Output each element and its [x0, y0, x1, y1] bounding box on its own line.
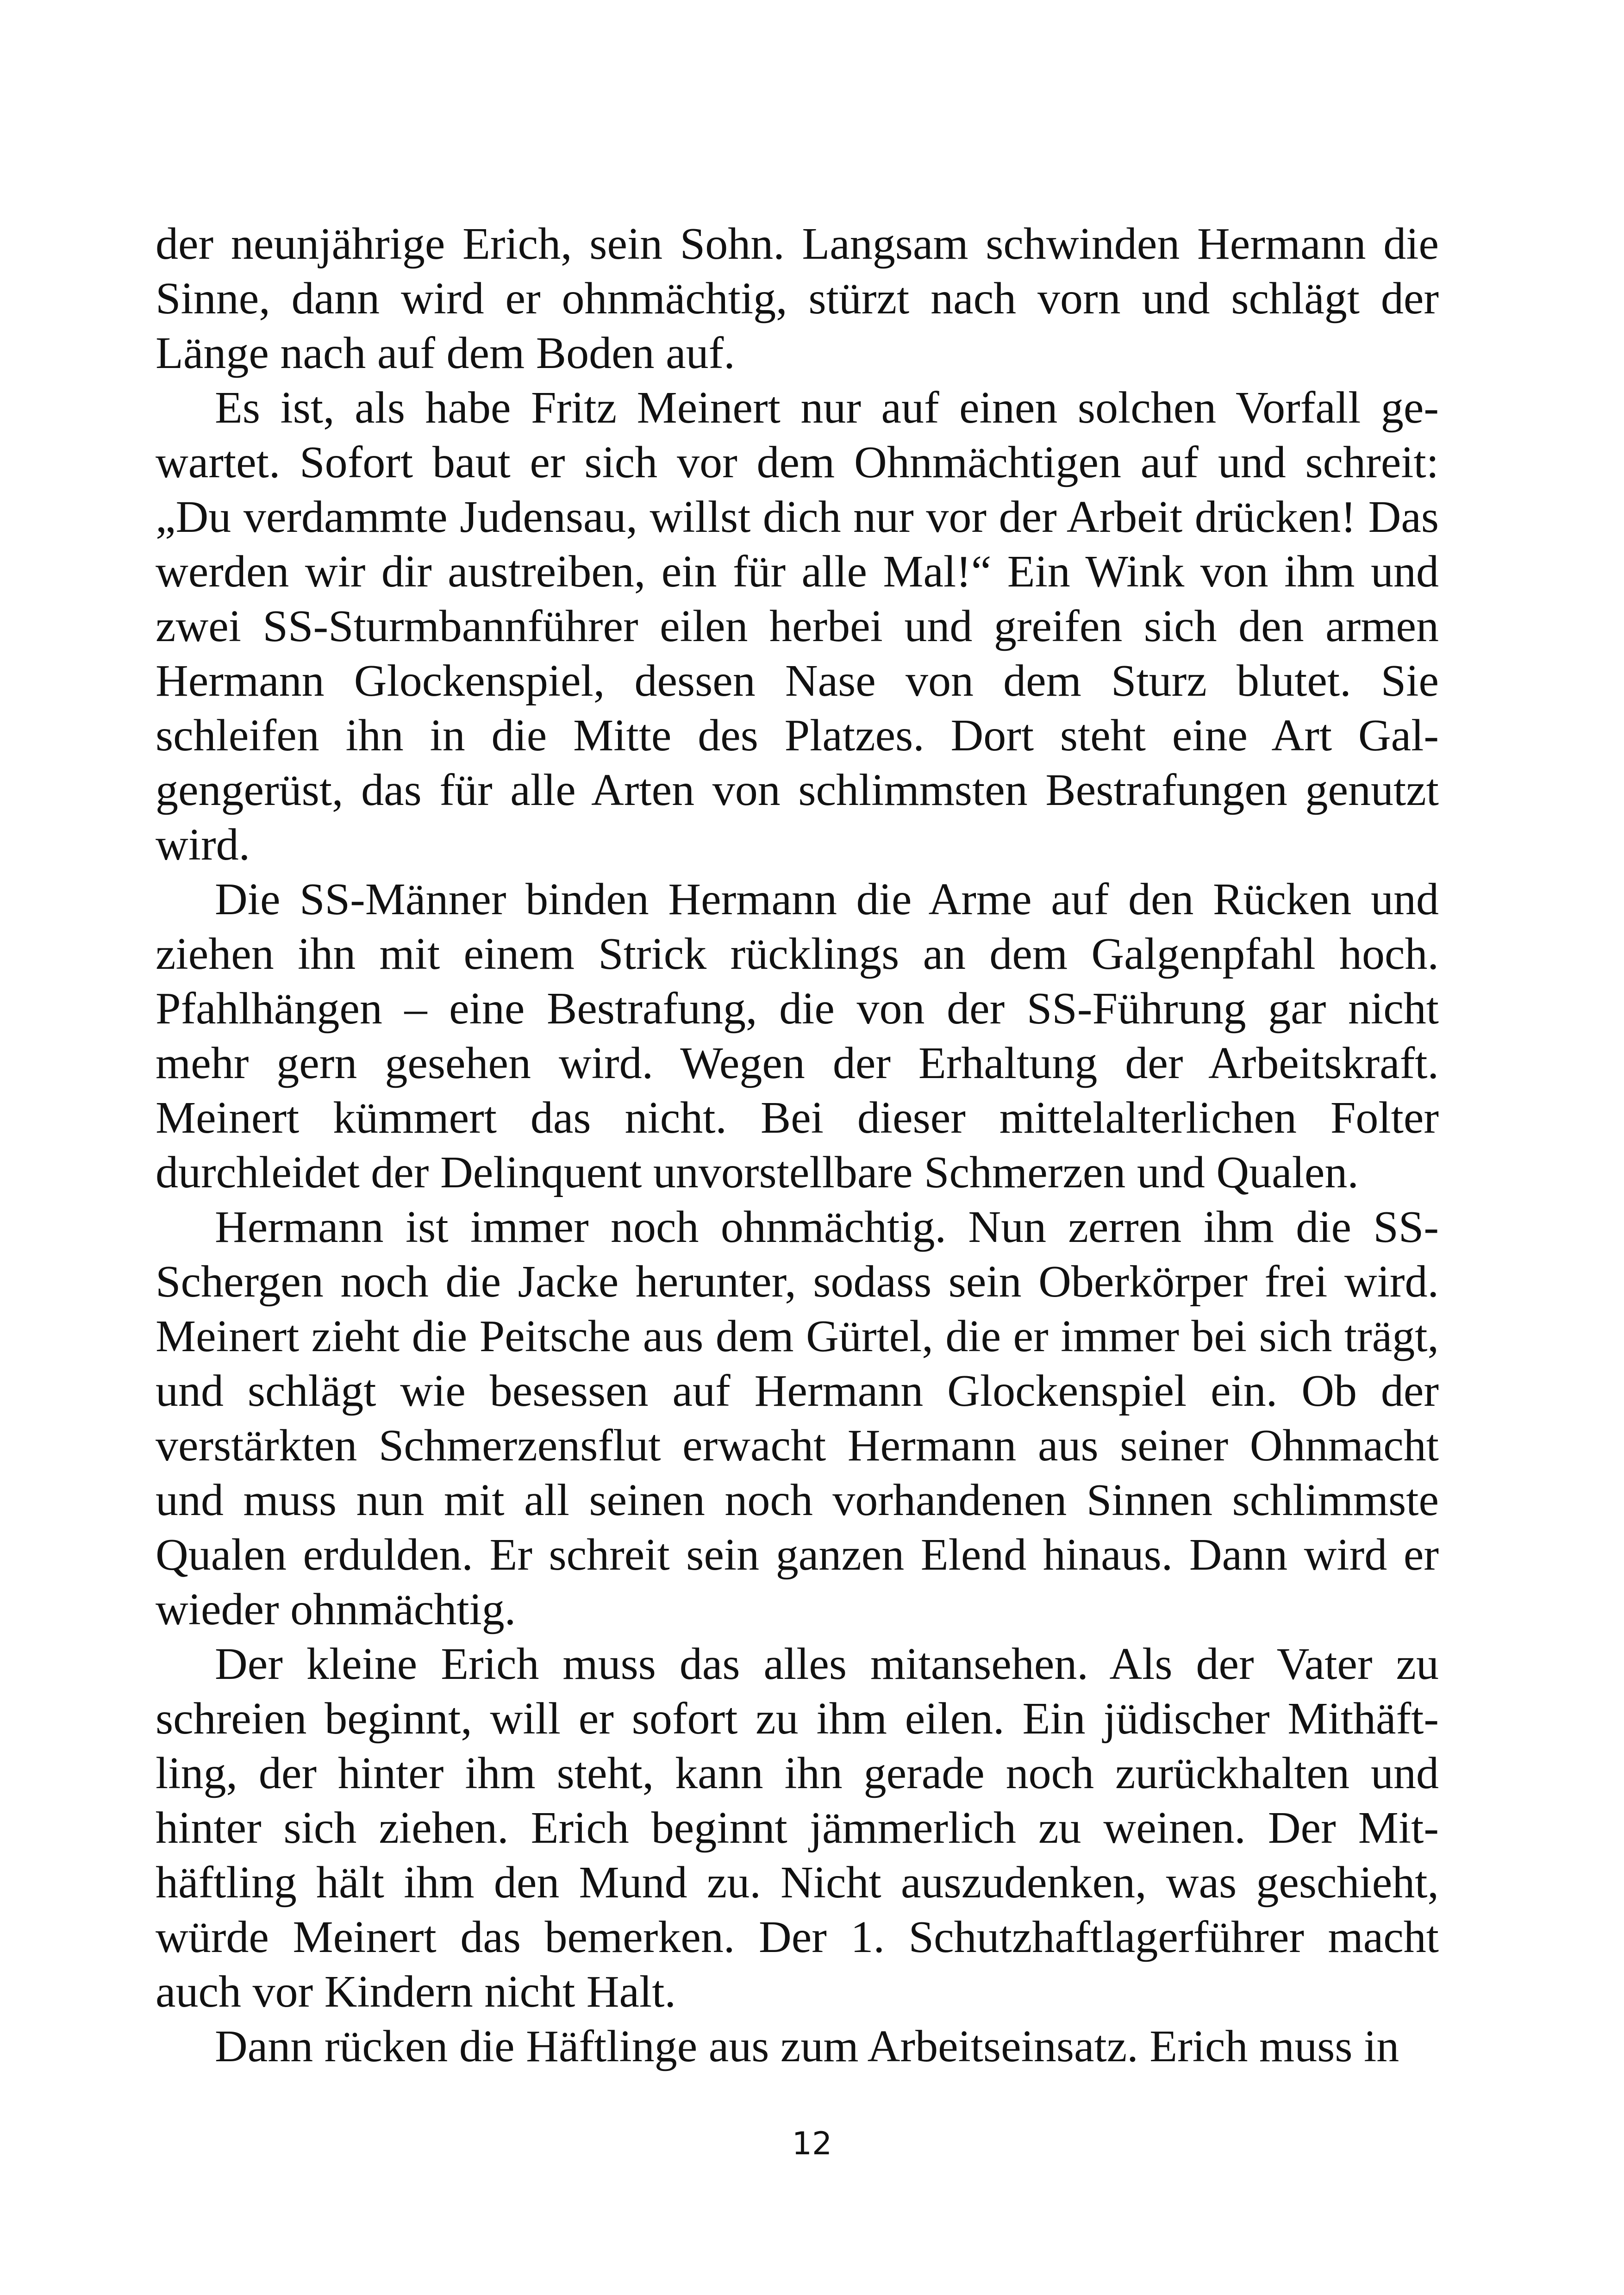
paragraph-continued: der neunjährige Erich, sein Sohn. Langsam schwinden Hermann die Sinne, dann wird er ohnmächtig, stürzt nach vorn und schlägt der Länge nach auf dem Boden auf.	[156, 219, 1439, 378]
page-number: 12	[792, 2126, 832, 2162]
body-text	[156, 217, 1439, 2074]
paragraph: Hermann ist immer noch ohnmächtig. Nun zerren ihm die SS-Schergen noch die Jacke herunter, sodass sein Oberkörper frei wird. Meinert zieht die Peitsche aus dem Gürtel, die er immer bei sich trägt, und schlägt wie besessen auf Hermann Glockenspiel ein. Ob der verstärkten Schmerzensflut erwacht Hermann aus seiner Ohnmacht und muss nun mit all seinen noch vorhandenen Sinnen schlimmste Qualen erdulden. Er schreit sein ganzen Elend hinaus. Dann wird er wieder ohnmächtig.	[156, 1202, 1439, 1634]
paragraph: Es ist, als habe Fritz Meinert nur auf einen solchen Vorfall gewartet. Sofort baut er sich vor dem Ohnmächtigen auf und schreit: „Du verdammte Judensau, willst dich nur vor der Arbeit drücken! Das werden wir dir austreiben, ein für alle Mal!“ Ein Wink von ihm und zwei SS-Sturmbannführer eilen herbei und greifen sich den armen Hermann Glockenspiel, dessen Nase von dem Sturz blutet. Sie schleifen ihn in die Mitte des Platzes. Dort steht eine Art Galgengerüst, das für alle Arten von schlimmsten Bestrafungen genutzt wird.	[156, 383, 1439, 870]
paragraph: Der kleine Erich muss das alles mitansehen. Als der Vater zu schreien beginnt, will er sofort zu ihm eilen. Ein jüdischer Mithäftling, der hinter ihm steht, kann ihn gerade noch zurückhalten und hinter sich ziehen. Erich beginnt jämmerlich zu weinen. Der Mithäftling hält ihm den Mund zu. Nicht auszudenken, was geschieht, würde Meinert das bemerken. Der 1. Schutzhaftlagerführer macht auch vor Kindern nicht Halt.	[156, 1639, 1439, 2017]
paragraph-last: Dann rücken die Häftlinge aus zum Arbeitseinsatz. Erich muss in	[215, 2021, 1399, 2071]
paragraph: Die SS-Männer binden Hermann die Arme auf den Rücken und ziehen ihn mit einem Strick rücklings an dem Galgenpfahl hoch. Pfahlhängen – eine Bestrafung, die von der SS-Führung gar nicht mehr gern gesehen wird. Wegen der Erhaltung der Arbeitskraft. Meinert kümmert das nicht. Bei dieser mittelalterlichen Folter durchleidet der Delinquent unvorstellbare Schmerzen und Qualen.	[156, 874, 1439, 1197]
